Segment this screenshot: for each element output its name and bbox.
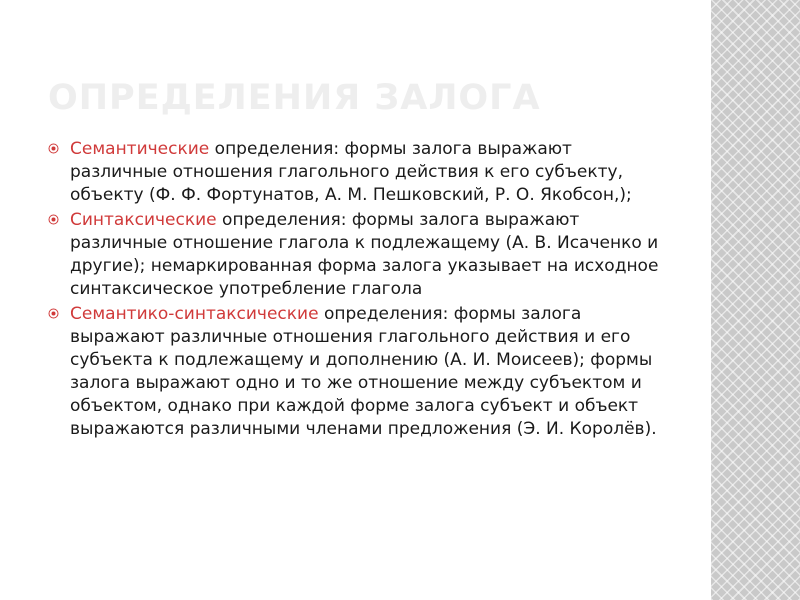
bullet-circle-icon [48, 143, 59, 154]
item-lead-term: Синтаксические [70, 210, 217, 230]
bullet-circle-icon [48, 214, 59, 225]
item-text: определения: формы залога выражают различные отношение глагола к подлежащему (А. В. Исаченко и другие); немаркированная форма залога указывает на исходное синтаксическое употребление глагола [70, 210, 659, 299]
decorative-side-stripe [711, 0, 800, 600]
list-item [48, 209, 668, 301]
item-lead-term: Семантико-синтаксические [70, 304, 319, 324]
item-text: определения: формы залога выражают различные отношения глагольного действия к его субъекту, объекту (Ф. Ф. Фортунатов, А. М. Пешковский, Р. О. Якобсон,); [70, 139, 632, 205]
list-item [48, 303, 668, 441]
item-text: определения: формы залога выражают различные отношения глагольного действия и его субъекта к подлежащему и дополнению (А. И. Моисеев); формы залога выражают одно и то же отношение между субъектом и объектом, однако при каждой форме залога субъект и объект выражаются различными членами предложения (Э. И. Королёв). [70, 304, 657, 439]
slide-title: ОПРЕДЕЛЕНИЯ ЗАЛОГА [48, 78, 541, 118]
item-lead-term: Семантические [70, 139, 210, 159]
bullet-circle-icon [48, 308, 59, 319]
bullet-list [48, 138, 668, 443]
list-item [48, 138, 668, 207]
